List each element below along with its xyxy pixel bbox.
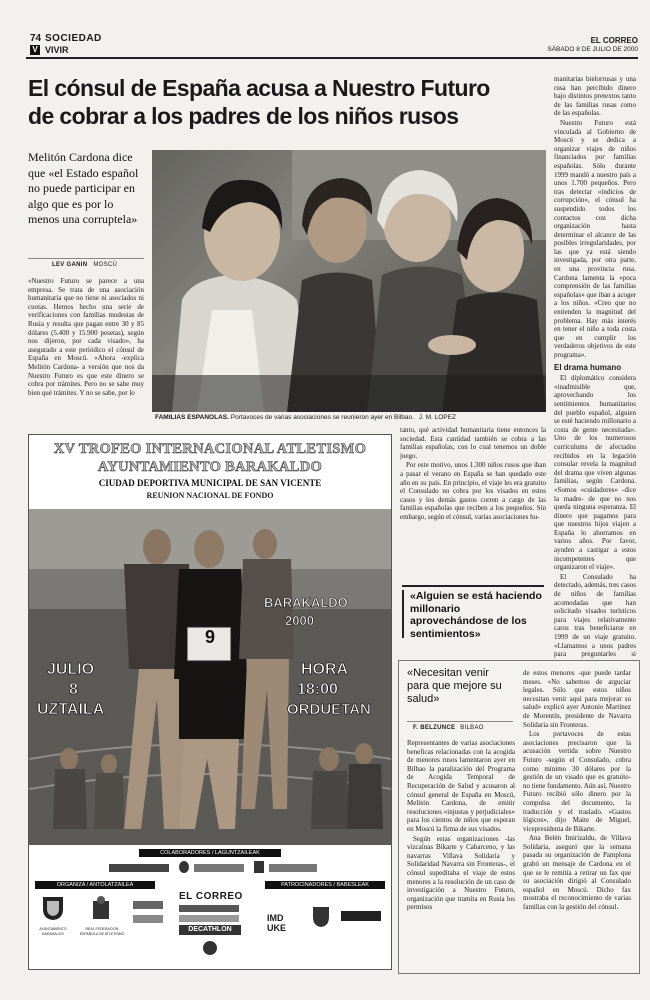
sidebar-column-1 (407, 739, 515, 967)
sponsor-bank-logo (341, 911, 381, 921)
pull-quote-side-rule (402, 590, 404, 638)
article-byline-name: LEV GANIN (52, 262, 88, 268)
photo-figures (152, 150, 546, 412)
pull-quote-top-rule (402, 585, 544, 587)
sponsor-bar-a (179, 905, 239, 912)
rfea-crest-icon (89, 895, 113, 921)
sponsors-label: PATROCINADORES / BABESLEAK (265, 881, 385, 889)
article-col2-paragraph-2: Por este motivo, unos 1.300 niños rusos que iban a pasar el verano en España se han quedado este año en su país. En principio, el viaje les era gratuito el Consulado no cobra por los visados en estos casos y los demás gastos corren a cargo de las familias españolas que reciben a los pequeños. Sin embargo, según el cónsul, varias asociaciones hu- (400, 461, 546, 521)
headline-line1: El cónsul de España acusa a Nuestro Futuro (28, 75, 490, 101)
page-number: 74 (30, 33, 42, 44)
ad-subtitle: REUNION NACIONAL DE FONDO (146, 491, 274, 500)
sidebar-column-2 (523, 669, 631, 967)
sponsor-crest-icon (311, 905, 331, 929)
pull-quote: «Alguien se está haciendo millonario aprovechándose de los sentimientos» (410, 590, 542, 640)
sidebar-col2-paragraph-1: de estos menores -que puede tardar meses. «No sabemos de arguciar legales. Sólo que estos niños necesitan venir aquí para mejorar su salud» explicó ayer Antonio Martínez de Morentín, presidente de Navarra Solidaria sin Fronteras. (523, 669, 631, 729)
article-column-1: «Nuestro Futuro se parece a una empresa. Se trata de una asociación humanitaria que no tiene ni asociados ni cuotas. Hemos hecho una serie de verificaciones con familias modestas de Rusia y resulta que pagan entre 30 y 85 dólares (5.400 y 15.900 pesetas), según nos dijeron, por cada visado», ha asegurado a este periódico el cónsul de España en Moscú. «Ahora -explica Melitón Cardona- a versión que nos da Nuestro Futuro es que este dinero se cobra por trámites. Pero no se sabe muy bien qué trámites. Y no se sabe, por lo (28, 277, 144, 397)
sidebar-headline: «Necesitan venir para que mejore su salud» (407, 667, 502, 705)
ad-title-line2: AYUNTAMIENTO BARAKALDO (97, 459, 323, 475)
organizer-label: ORGANIZA / ANTOLATZAILEA (35, 881, 155, 889)
barakaldo-logo-text: AYUNTAMIENTO BARAKALDO (39, 927, 67, 936)
article-byline-city: MOSCÚ (93, 262, 118, 268)
headline-line2: de cobrar a los padres de los niños rusos (28, 103, 459, 129)
byline-rule (28, 258, 144, 259)
small-logo-b (133, 915, 163, 923)
ad-venue: CIUDAD DEPORTIVA MUNICIPAL DE SAN VICENTE (98, 478, 322, 488)
photo-caption-text: Portavoces de varias asociaciones se reunieron ayer en Bilbao. (230, 414, 414, 421)
sidebar-col1-paragraph-2: Según estas organizaciones -las vizcaínas Bikarte y Cabarceno, y las navarras Villava Solidaria y Solidaridad Navarra sin Fronteras-, el cónsul supeditaba el viaje de estos menores a la resolución de un caso de investigación a Nuestro Futuro, organización que tramita en Rusia los permisos (407, 834, 515, 912)
sidebar-byline-rule (407, 721, 513, 722)
sponsor-uke: UKE (267, 923, 287, 933)
article-col2-paragraph-1: tanto, qué actividad humanitaria tiene entonces la sociedad. Esta cantidad también se cobra a las familias españolas, con lo cual tenemos un doble juego. (400, 426, 546, 460)
ad-month-basque: UZTAILA (37, 701, 105, 718)
sponsor-round-logo (203, 941, 217, 955)
sidebar-byline-name: F. BELZUNCE (413, 725, 456, 731)
sidebar-col2-paragraph-2: Los portavoces de estas asociaciones precisaron que la acusación vertida sobre Nuestro Futuro -según el Consulado, cobra como mínimo 30 dólares por la gestión de un visado que es gratuito- no tiene fundamento. Aún así, Nuestro Futuro recibió sólo dinero por la compulsa del documento, la traducción y el traslado. «Gastos lógicos», dijo Maite de Miguel, vicepresidenta de Bikarte. (523, 730, 631, 833)
sponsor-decathlon: DECATHLON (179, 925, 241, 935)
article-col3-paragraph-3: El diplomático considera «inadmisible que, aprovechando los sentimientos humanitarios del pueblo español, alguien se esté haciendo millonario a costa de gente necesitada». Uno de los numerosos curriculums de afectados recibidos en la legación consular revela la magnitud del drama que viven algunas familias, según Cardona. «Somos «cuidadores» -dice la madre- de que no nos queda ninguna esperanza. El dinero que pagamos para que nuestros hijos viajen a España lo ahorramos en varios años. Por favor, ayuden a castigar a estos incompetentes que organizaron el viaje». (554, 374, 636, 572)
article-col3-paragraph-4: El Consulado ha detectado, además, tres casos de niños de familias acomodadas que han solicitado visados turísticos para viajes relativamente caros tras beneficiarse en 1999 de un viaje gratuito. «Llamamos a unos padres para preguntarles si (554, 572, 636, 659)
article-col3-paragraph-2: Nuestro Futuro está vinculada al Gobierno de Moscú y se dedica a organizar viajes de niños financiados por familias españolas. Sólo durante 1999 mandó a nuestro país a unos 1.700 pequeños. Pero tras detectar «indicios de corrupción», el cónsul ha suspendido todos los contactos con dicha organización hasta determinar el alcance de las posibles irregularidades, por las que ya está siendo investigada, por otra parte, en una provincia rusa. Cardona lamenta la «poca comprensión de las familias españolas» que iban a acoger a los niños. «Creo que no entienden la magnitud del problema. Hay más interés en tener el niño a toda costa que en cumplir los verdaderos objetivos de este programa». (554, 118, 636, 359)
ad-title-line1: XV TROFEO INTERNACIONAL ATLETISMO (53, 441, 367, 457)
article-byline (52, 262, 117, 268)
article-column-2 (400, 426, 546, 578)
article-col3-paragraph-1: manitarias bielorrusas y una rusa han percibido dinero bajo distintos pretextos tanto de las familias rusas como de las españolas. (554, 75, 636, 118)
article-dek: Melitón Cardona dice que «el Estado español no puede participar en algo que es por lo menos una corruptela» (28, 150, 139, 226)
ad-hora-label: HORA (301, 661, 349, 678)
sidebar-col1-paragraph-1: Representantes de varias asociaciones beneficas relacionadas con la acogida de menores rusos lamentaron ayer en Bilbao la paralización del Programa de Acogida Temporal de Recuperación de Salud y acusaron al cónsul general de España en Moscú, Melitón Cardona, de emitir resoluciones «injustas y perjudiciales» para los cientos de niños que esperan en Moscú la firma de sus visados. (407, 739, 515, 833)
photo-credit: J. M. LÓPEZ (418, 414, 456, 421)
collaborators-label: COLABORADORES / LAGUNTZAILEAK (139, 849, 281, 857)
ad-month: JULIO (47, 661, 95, 678)
photo-caption-lead: FAMILIAS ESPAÑOLAS. (155, 414, 229, 421)
article-subhead: El drama humano (554, 362, 622, 372)
sponsor-bar-b (179, 915, 239, 922)
article-column-3 (554, 75, 636, 667)
small-logo-a (133, 901, 163, 909)
sponsor-imd: IMD (267, 913, 284, 923)
newspaper-name: EL CORREO (590, 36, 638, 45)
sidebar-box (398, 660, 640, 974)
subsection-label: VIVIR (45, 45, 69, 55)
header-rule (26, 57, 638, 59)
ad-runners-photo (29, 509, 391, 845)
ad-time: 18:00 (297, 681, 338, 698)
issue-date: SÁBADO 8 DE JULIO DE 2000 (547, 46, 638, 53)
photo-caption (155, 414, 550, 421)
collaborator-logos (109, 861, 319, 875)
rfea-logo-text: REAL FEDERACION ESPAÑOLA DE ATLETISMO (79, 927, 125, 936)
ad-orduetan-label: ORDUETAN (287, 701, 371, 718)
news-photo (152, 150, 546, 412)
sidebar-byline-city: BILBAO (460, 725, 484, 731)
subsection-mark: V (30, 45, 40, 55)
bib-number: 9 (204, 627, 215, 647)
barakaldo-shield-icon (41, 895, 65, 921)
sidebar-byline (413, 725, 484, 731)
sidebar-col2-paragraph-3: Ana Belén Imirizaldu, de Villava Solidaria, aseguró que la semana pasada su organización de Pamplona grabó un mensaje de Cardona en el que se le remitía a retirar un fax que su asociación dirigió al Consulado español en Moscú. Dicho fax mostraba el reconocimiento de varias familias con la gestión del cónsul. (523, 834, 631, 912)
section-label: SOCIEDAD (45, 33, 102, 44)
ad-city: BARAKALDO (264, 595, 348, 610)
sponsor-el-correo: EL CORREO (179, 891, 243, 902)
athletics-ad (28, 434, 392, 970)
ad-day: 8 (69, 681, 78, 698)
ad-year: 2000 (285, 613, 314, 628)
